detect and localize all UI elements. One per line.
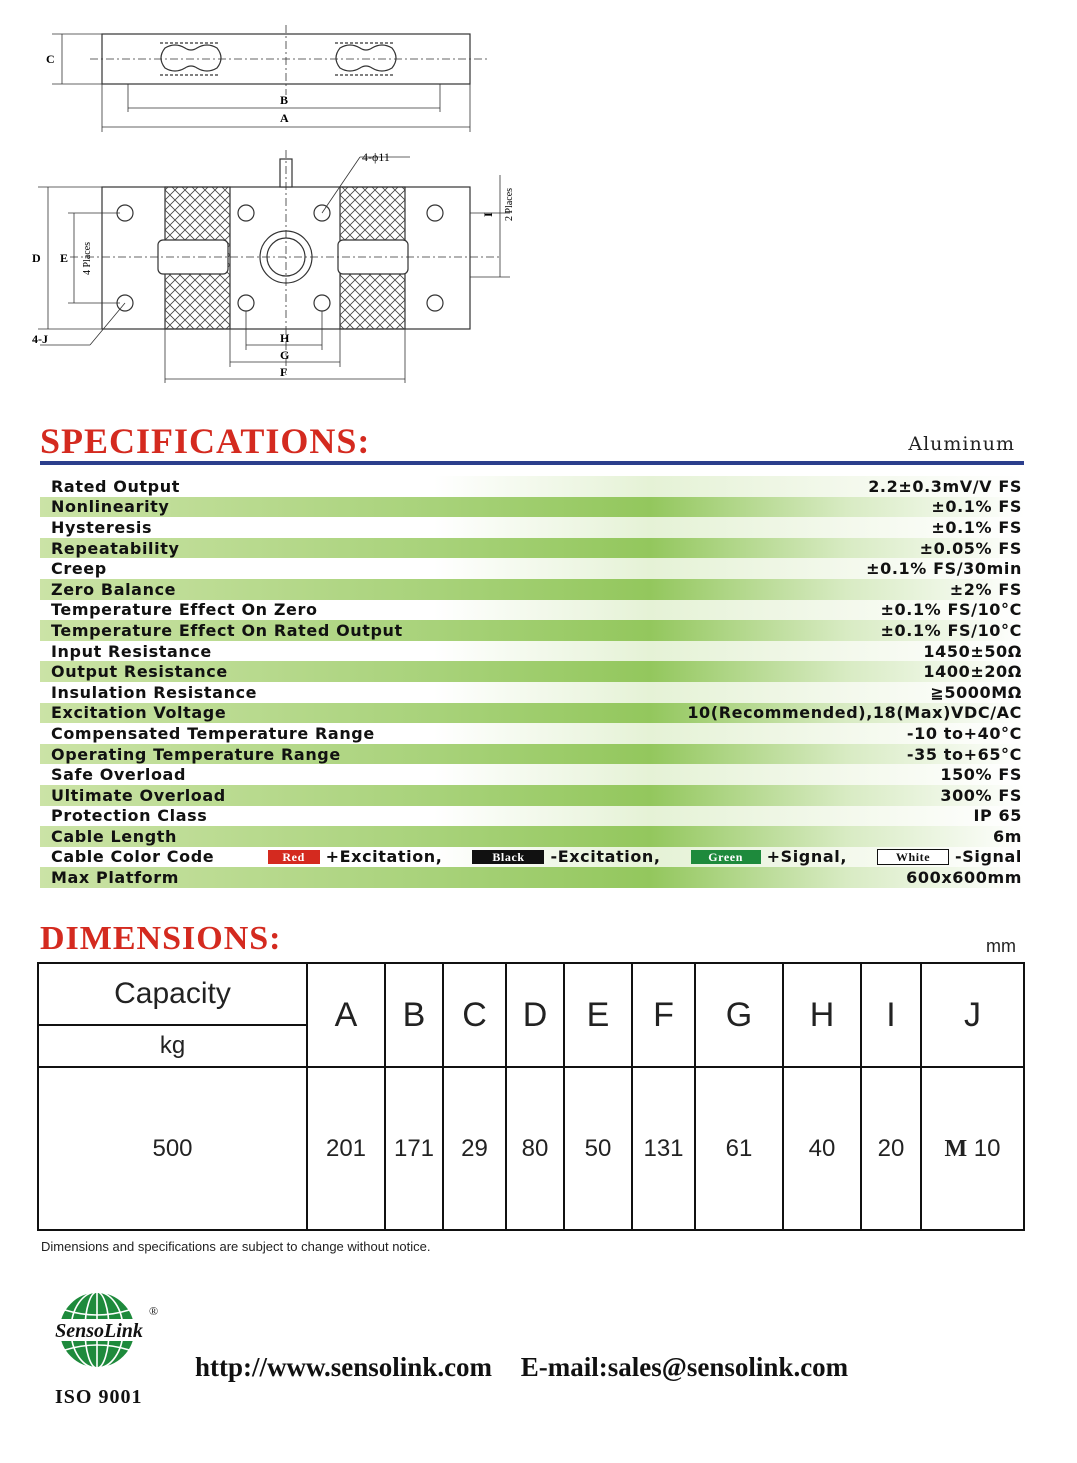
capacity-header: Capacity bbox=[38, 963, 307, 1025]
spec-label: Zero Balance bbox=[51, 579, 177, 599]
spec-value: 10(Recommended),18(Max)VDC/AC bbox=[687, 703, 1022, 723]
spec-row bbox=[40, 764, 1024, 785]
spec-label: Input Resistance bbox=[51, 641, 212, 661]
column-header: F bbox=[632, 963, 695, 1067]
column-header: A bbox=[307, 963, 385, 1067]
spec-label: Creep bbox=[51, 559, 107, 579]
title-divider bbox=[40, 461, 1024, 465]
iso-cert: ISO 9001 bbox=[55, 1386, 143, 1408]
dim-label-e: E bbox=[60, 251, 69, 265]
spec-label: Excitation Voltage bbox=[51, 703, 227, 723]
spec-row bbox=[40, 744, 1024, 765]
spec-row bbox=[40, 785, 1024, 806]
column-header: I bbox=[861, 963, 921, 1067]
spec-row bbox=[40, 641, 1024, 662]
dimension-value: 131 bbox=[632, 1067, 695, 1230]
registered-mark: ® bbox=[149, 1304, 159, 1318]
spec-label: Rated Output bbox=[51, 476, 180, 496]
spec-value: ±0.05% FS bbox=[919, 538, 1022, 558]
cable-color-codes bbox=[268, 847, 1022, 866]
spec-label: Cable Length bbox=[51, 826, 178, 846]
spec-row bbox=[40, 806, 1024, 827]
footer-contact bbox=[195, 1352, 870, 1383]
dim-label-j: 4-J bbox=[32, 332, 48, 346]
column-header: C bbox=[443, 963, 506, 1067]
cable-chip-black: Black bbox=[472, 850, 544, 864]
spec-row bbox=[40, 826, 1024, 847]
spec-label: Output Resistance bbox=[51, 662, 228, 682]
spec-label: Protection Class bbox=[51, 806, 208, 826]
spec-label: Nonlinearity bbox=[51, 497, 170, 517]
column-header: G bbox=[695, 963, 783, 1067]
spec-row bbox=[40, 517, 1024, 538]
spec-label: Cable Color Code bbox=[51, 847, 215, 867]
spec-value: ±0.1% FS bbox=[931, 497, 1022, 517]
cable-chip-red: Red bbox=[268, 850, 320, 864]
spec-value: ±0.1% FS bbox=[931, 517, 1022, 537]
dim-label-g: G bbox=[280, 348, 290, 362]
spec-label: Safe Overload bbox=[51, 765, 187, 785]
dimension-value: 50 bbox=[564, 1067, 632, 1230]
spec-value: IP 65 bbox=[973, 806, 1022, 826]
spec-row bbox=[40, 703, 1024, 724]
spec-row bbox=[40, 620, 1024, 641]
dim-label-a: A bbox=[280, 111, 289, 125]
column-header: D bbox=[506, 963, 564, 1067]
spec-label: Temperature Effect On Zero bbox=[51, 600, 318, 620]
email-link[interactable]: E-mail:sales@sensolink.com bbox=[520, 1352, 849, 1382]
cable-function: +Signal, bbox=[766, 847, 848, 867]
spec-row bbox=[40, 476, 1024, 497]
dim-label-i-places: 2 Places bbox=[504, 187, 515, 221]
spec-label: Operating Temperature Range bbox=[51, 744, 341, 764]
spec-row bbox=[40, 579, 1024, 600]
cable-function: -Signal bbox=[955, 847, 1022, 867]
spec-row bbox=[40, 538, 1024, 559]
spec-value: 2.2±0.3mV/V FS bbox=[868, 476, 1022, 496]
capacity-value: 500 bbox=[38, 1067, 307, 1230]
dimension-value: 171 bbox=[385, 1067, 443, 1230]
column-header: H bbox=[783, 963, 861, 1067]
dim-label-f: F bbox=[280, 365, 288, 379]
spec-row bbox=[40, 682, 1024, 703]
dim-label-h: H bbox=[280, 331, 290, 345]
dim-label-hole: 4-ϕ11 bbox=[362, 150, 390, 164]
dimensions-title: DIMENSIONS: bbox=[40, 920, 282, 957]
column-header: B bbox=[385, 963, 443, 1067]
spec-row bbox=[40, 600, 1024, 621]
dimension-value: 201 bbox=[307, 1067, 385, 1230]
spec-row bbox=[40, 661, 1024, 682]
spec-label: Ultimate Overload bbox=[51, 785, 226, 805]
spec-value: ±0.1% FS/10°C bbox=[880, 620, 1022, 640]
spec-value: 6m bbox=[992, 826, 1022, 846]
cable-function: +Excitation, bbox=[325, 847, 443, 867]
dimension-value-j bbox=[921, 1067, 1024, 1230]
spec-value: ±0.1% FS/10°C bbox=[880, 600, 1022, 620]
top-view-drawing bbox=[30, 20, 530, 140]
spec-label: Repeatability bbox=[51, 538, 180, 558]
material-label: Aluminum bbox=[908, 433, 1015, 455]
plan-view-drawing bbox=[30, 145, 530, 385]
specification-list bbox=[40, 476, 1024, 888]
spec-value: ±2% FS bbox=[949, 579, 1022, 599]
spec-value: -10 to+40°C bbox=[906, 723, 1022, 743]
dimension-value: 40 bbox=[783, 1067, 861, 1230]
disclaimer-note: Dimensions and specifications are subject to change without notice. bbox=[41, 1239, 431, 1254]
spec-label: Hysteresis bbox=[51, 517, 153, 537]
column-header: J bbox=[921, 963, 1024, 1067]
cable-chip-white: White bbox=[877, 849, 949, 865]
dimension-value: 20 bbox=[861, 1067, 921, 1230]
spec-row bbox=[40, 558, 1024, 579]
spec-row bbox=[40, 867, 1024, 888]
sensolink-logo bbox=[45, 1285, 165, 1385]
spec-value: 150% FS bbox=[940, 765, 1022, 785]
spec-value: ±0.1% FS/30min bbox=[866, 559, 1022, 579]
table-row bbox=[38, 1067, 1024, 1230]
cable-color-row bbox=[40, 847, 1024, 868]
spec-label: Temperature Effect On Rated Output bbox=[51, 620, 403, 640]
logo-brand: SensoLink bbox=[55, 1320, 143, 1342]
website-link[interactable]: http://www.sensolink.com bbox=[195, 1352, 493, 1382]
dim-label-c: C bbox=[46, 52, 55, 66]
dimension-value: 80 bbox=[506, 1067, 564, 1230]
spec-value: 1400±20Ω bbox=[923, 662, 1022, 682]
dimension-value: 61 bbox=[695, 1067, 783, 1230]
dimensions-unit: mm bbox=[986, 936, 1016, 956]
spec-label: Compensated Temperature Range bbox=[51, 723, 375, 743]
thread-size: 10 bbox=[967, 1134, 1001, 1162]
spec-value: 600x600mm bbox=[906, 868, 1022, 888]
cable-function: -Excitation, bbox=[550, 847, 661, 867]
dim-label-d: D bbox=[32, 251, 41, 265]
cable-chip-green: Green bbox=[691, 850, 761, 864]
dim-label-b: B bbox=[280, 93, 289, 107]
spec-value: 1450±50Ω bbox=[923, 641, 1022, 661]
spec-value: -35 to+65°C bbox=[906, 744, 1022, 764]
spec-row bbox=[40, 497, 1024, 518]
spec-row bbox=[40, 723, 1024, 744]
dimensions-table bbox=[37, 962, 1025, 1231]
thread-prefix: M bbox=[944, 1135, 968, 1162]
spec-label: Insulation Resistance bbox=[51, 682, 258, 702]
dim-label-i: I bbox=[481, 212, 495, 217]
dim-label-e-places: 4 Places bbox=[82, 241, 93, 275]
specifications-title: SPECIFICATIONS: bbox=[40, 421, 371, 461]
dimension-value: 29 bbox=[443, 1067, 506, 1230]
column-header: E bbox=[564, 963, 632, 1067]
spec-label: Max Platform bbox=[51, 868, 179, 888]
spec-value: ≧5000MΩ bbox=[930, 682, 1022, 702]
spec-value: 300% FS bbox=[940, 785, 1022, 805]
capacity-unit: kg bbox=[38, 1025, 307, 1067]
